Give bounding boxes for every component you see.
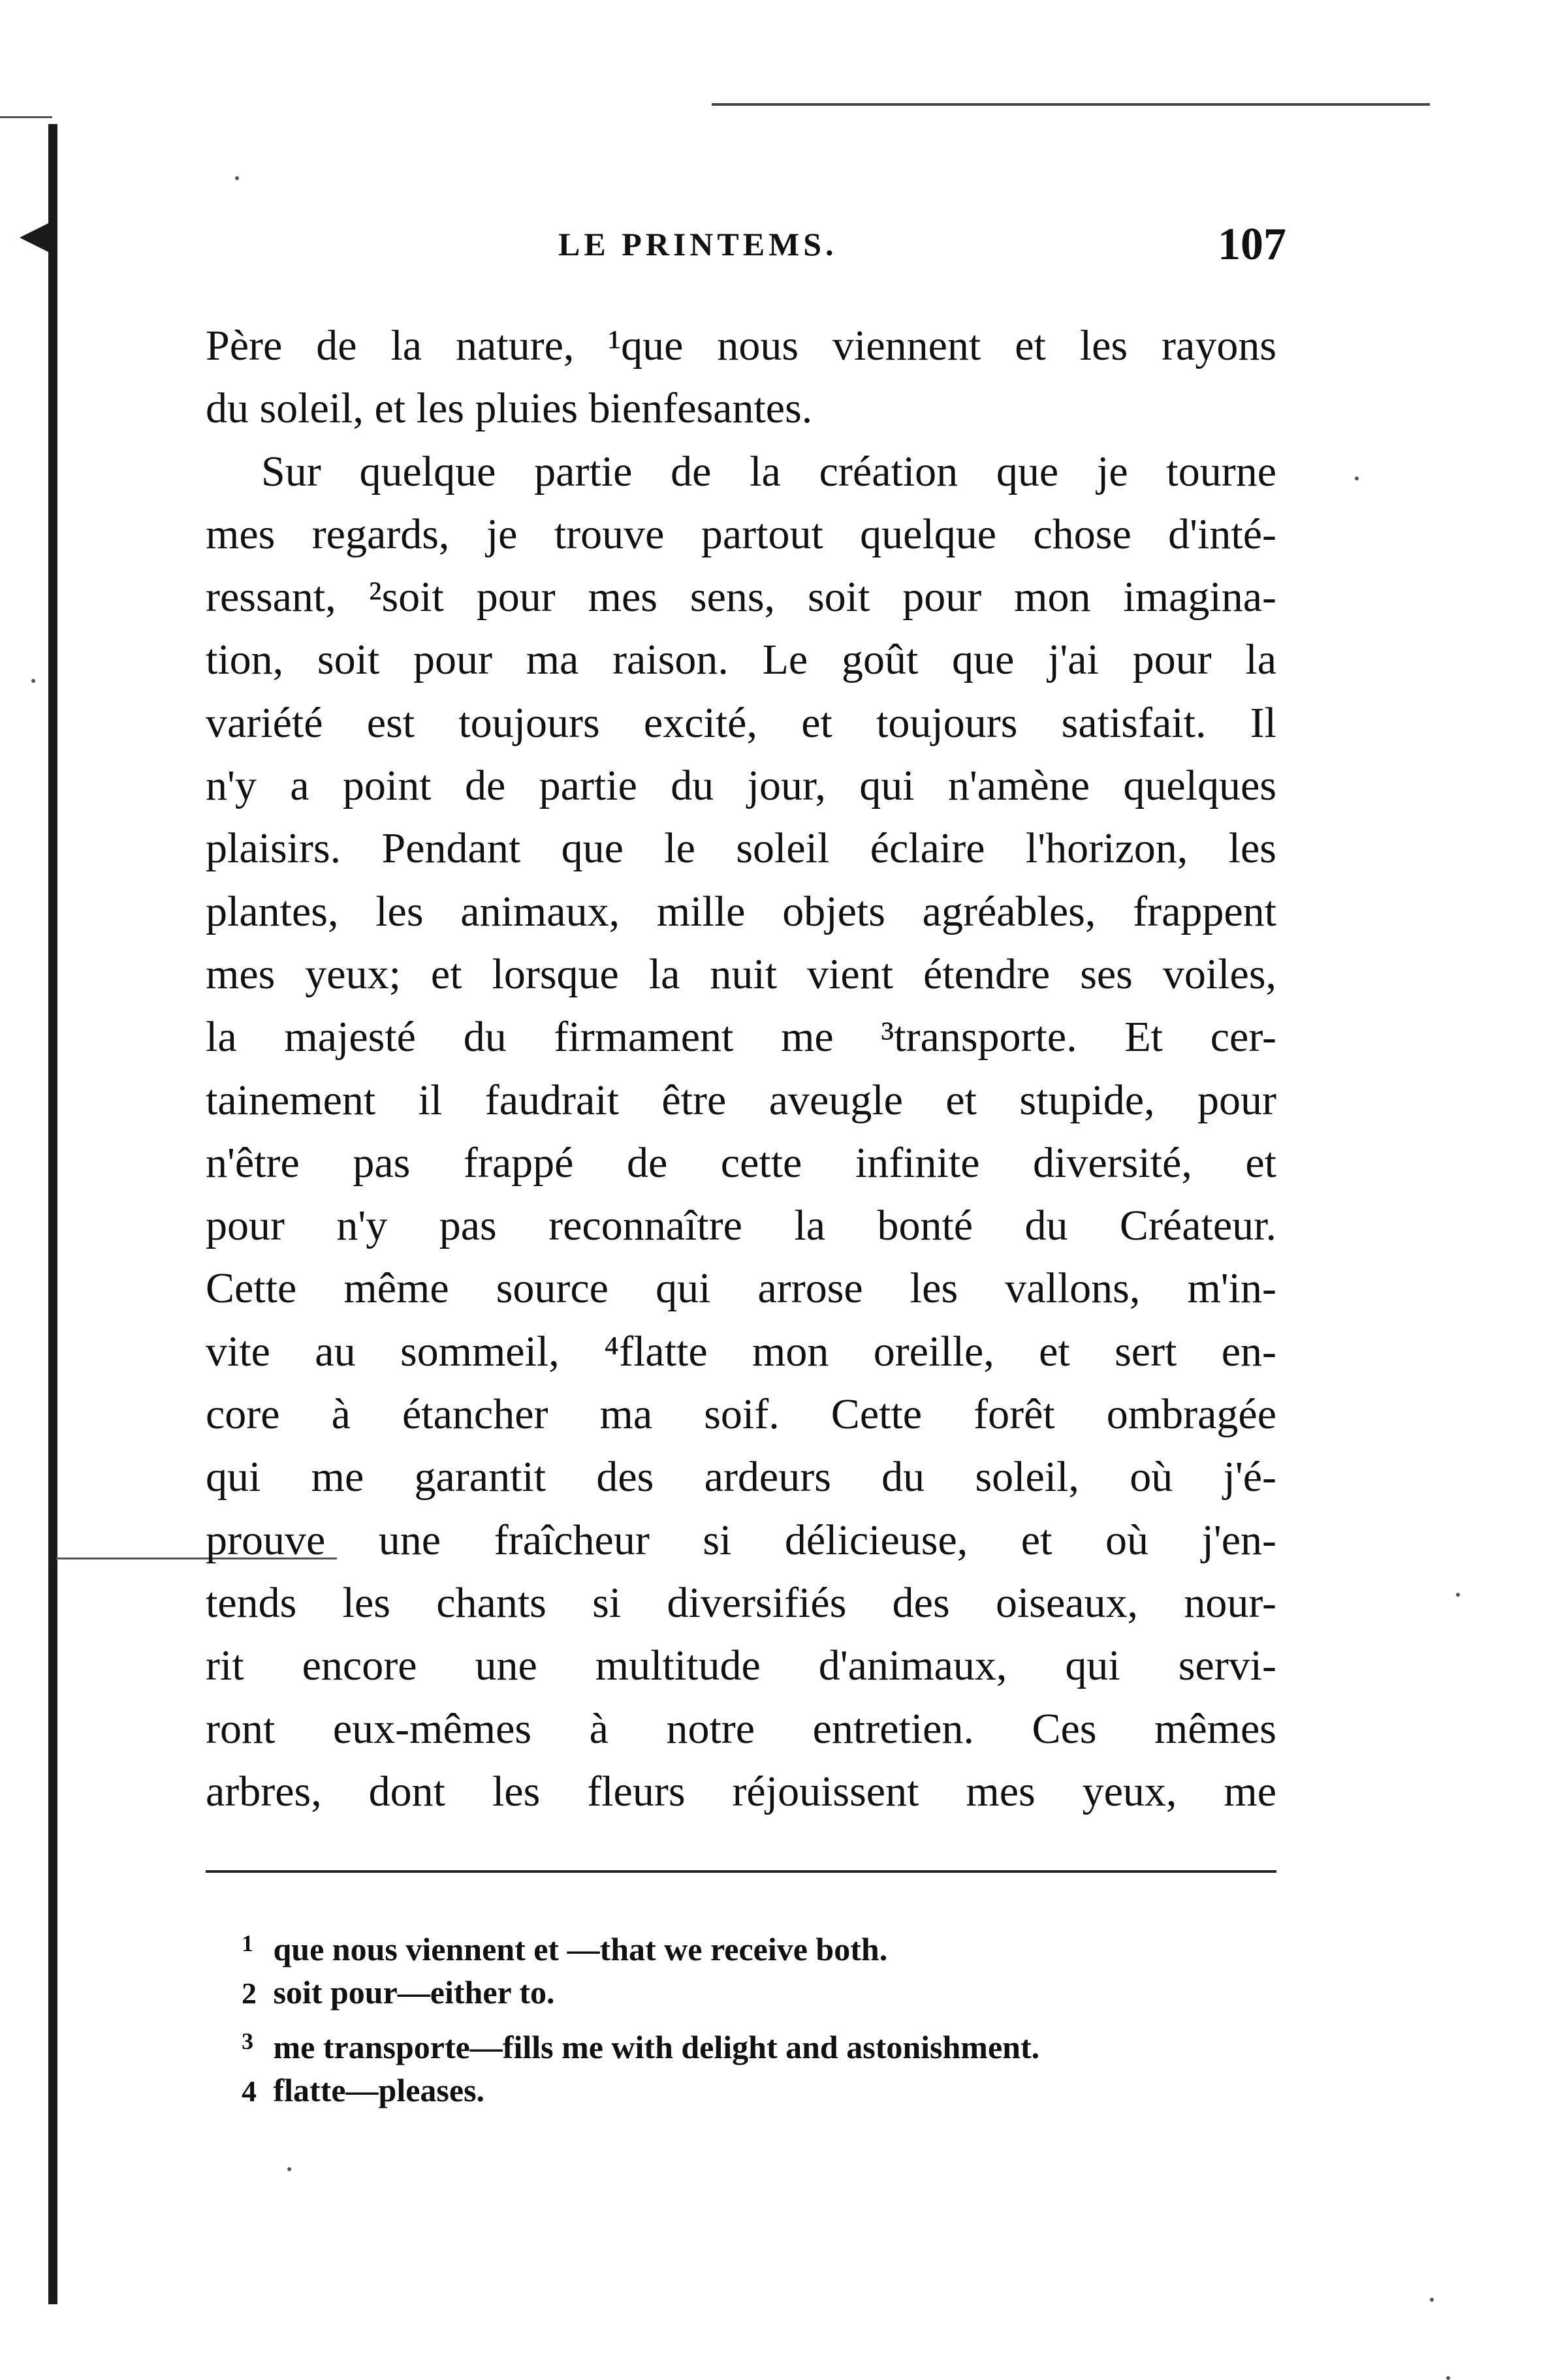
text-line: qui me garantit des ardeurs du soleil, où j'é- — [206, 1453, 1276, 1501]
footnote-marker: 1 — [242, 1930, 253, 1956]
scan-speck — [287, 2167, 291, 2171]
text-line: variété est toujours excité, et toujours satisfait. Il — [206, 698, 1276, 747]
text-line: mes regards, je trouve partout quelque chose d'inté- — [206, 510, 1276, 558]
scan-speck — [1355, 477, 1359, 480]
text-line: Père de la nature, ¹que nous viennent et les rayons — [206, 322, 1276, 369]
footnote — [242, 2066, 1299, 2115]
text-line: Cette même source qui arrose les vallons, m'in- — [206, 1264, 1276, 1313]
binding-edge-rule — [48, 124, 57, 2304]
text-line: n'y a point de partie du jour, qui n'amène quelques — [206, 762, 1276, 810]
text-line: tends les chants si diversifiés des oiseaux, nour- — [206, 1578, 1276, 1627]
text-line: n'être pas frappé de cette infinite diversité, et — [206, 1138, 1276, 1187]
text-line: core à étancher ma soif. Cette forêt ombragée — [206, 1390, 1276, 1439]
footnotes — [242, 1919, 1299, 2115]
text-line: Sur quelque partie de la création que je tourne — [261, 447, 1276, 495]
footnote-text: que nous viennent et —that we receive both. — [273, 1931, 888, 1967]
text-line: arbres, dont les fleurs réjouissent mes yeux, me — [206, 1767, 1276, 1815]
text-line: ressant, ²soit pour mes sens, soit pour mon imagina- — [206, 573, 1276, 621]
scan-edge-rule — [0, 116, 52, 118]
top-edge-rule — [712, 103, 1430, 106]
scan-speck — [31, 679, 35, 683]
text-line: vite au sommeil, ⁴flatte mon oreille, et sert en- — [206, 1327, 1276, 1375]
scan-speck — [235, 176, 239, 180]
text-line: rit encore une multitude d'animaux, qui servi- — [206, 1642, 1276, 1690]
text-line: tion, soit pour ma raison. Le goût que j'ai pour la — [206, 636, 1276, 684]
footnote-marker: 4 — [242, 2075, 257, 2108]
text-line: plaisirs. Pendant que le soleil éclaire l'horizon, les — [206, 824, 1276, 873]
footnote-marker: 2 — [242, 1977, 257, 2010]
footnote-text: soit pour—either to. — [273, 1974, 555, 2011]
footnote-text: me transporte—fills me with delight and astonishment. — [273, 2029, 1040, 2065]
scan-speck — [1446, 2376, 1450, 2380]
footnote-marker: 3 — [242, 2028, 253, 2054]
text-line: mes yeux; et lorsque la nuit vient étendre ses voiles, — [206, 950, 1276, 998]
text-line: ront eux-mêmes à notre entretien. Ces mêmes — [206, 1704, 1276, 1753]
text-line: plantes, les animaux, mille objets agréables, frappent — [206, 887, 1276, 935]
footnote — [242, 1919, 1299, 1968]
text-line: pour n'y pas reconnaître la bonté du Créateur. — [206, 1202, 1276, 1250]
footnote — [242, 1968, 1299, 2017]
text-line: la majesté du firmament me ³transporte. Et cer- — [206, 1013, 1276, 1061]
footnote-text: flatte—pleases. — [273, 2072, 485, 2108]
footnote — [242, 2017, 1299, 2066]
scan-speck — [1456, 1593, 1460, 1597]
text-line: du soleil, et les pluies bienfesantes. — [206, 384, 813, 433]
binding-notch-mark — [20, 222, 51, 253]
body-text — [206, 315, 1276, 1823]
running-title: LE PRINTEMS. — [558, 226, 838, 262]
running-head — [202, 219, 1286, 277]
text-line: prouve une fraîcheur si délicieuse, et où j'en- — [206, 1516, 1276, 1564]
page-number: 107 — [1218, 219, 1286, 270]
scan-speck — [1430, 2298, 1434, 2302]
text-line: tainement il faudrait être aveugle et stupide, pour — [206, 1076, 1276, 1124]
footnote-rule — [206, 1870, 1276, 1873]
